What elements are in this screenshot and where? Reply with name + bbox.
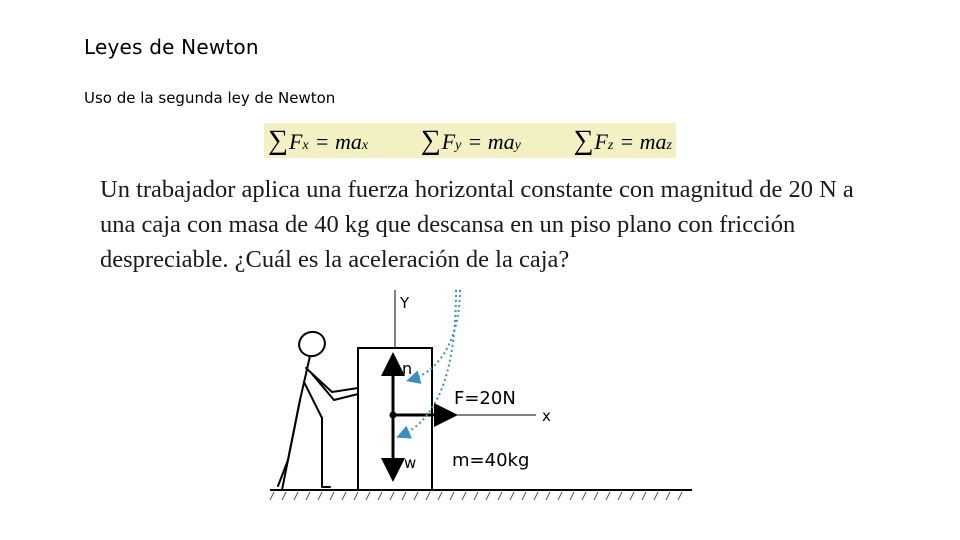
newton-second-law-formulas — [264, 123, 676, 158]
formula-y-rhs-sub: y — [514, 137, 521, 153]
formula-z-rhs-sub: z — [666, 137, 672, 153]
formula-z-sub: z — [607, 137, 614, 153]
formula-x-lhs: F — [288, 128, 303, 154]
formula-x-sub: x — [302, 137, 309, 153]
formula-y-rhs: = ma — [467, 128, 515, 154]
free-body-diagram — [260, 282, 700, 512]
box — [358, 348, 432, 490]
sum-symbol: ∑ — [268, 124, 288, 156]
formula-x-rhs-sub: x — [361, 137, 369, 153]
sum-symbol: ∑ — [573, 124, 594, 156]
formula-z — [573, 125, 672, 157]
mass-label: m=40kg — [452, 450, 530, 471]
sum-symbol: ∑ — [420, 124, 441, 156]
floor — [270, 490, 692, 500]
formula-z-rhs: = ma — [619, 128, 667, 154]
worker-figure — [278, 328, 358, 490]
slide-title: Leyes de Newton — [84, 35, 259, 59]
x-axis-label: x — [542, 407, 551, 425]
force-label: F=20N — [454, 388, 516, 409]
formula-y-lhs: F — [441, 128, 456, 154]
formula-y — [421, 125, 521, 157]
formula-x-rhs: = ma — [314, 128, 362, 154]
slide-subtitle: Uso de la segunda ley de Newton — [84, 89, 336, 107]
formula-z-lhs: F — [594, 128, 608, 154]
problem-statement: Un trabajador aplica una fuerza horizontal constante con magnitud de 20 N a una caja con masa de 40 kg que descansa en un piso plano con fricción despreciable. ¿Cuál es la aceleración de la caja? — [100, 176, 854, 273]
weight-label: w — [404, 454, 417, 472]
formula-x — [268, 125, 368, 157]
y-axis-label: Y — [400, 294, 410, 312]
formula-y-sub: y — [455, 137, 462, 153]
normal-force-label: n — [402, 359, 413, 378]
